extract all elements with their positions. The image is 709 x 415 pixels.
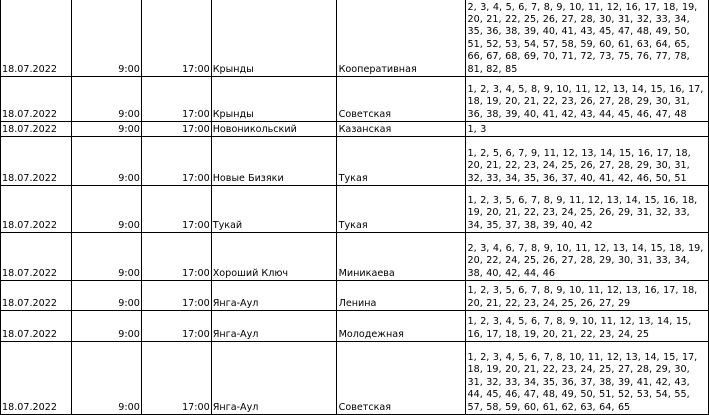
date-cell[interactable]: 18.07.2022 (1, 281, 72, 311)
locality-cell[interactable]: Янга-Аул (211, 281, 336, 311)
schedule-rows (1, 0, 709, 415)
end-time-cell[interactable]: 17:00 (141, 233, 211, 281)
locality-cell[interactable]: Янга-Аул (211, 311, 336, 342)
date-cell[interactable]: 18.07.2022 (1, 137, 72, 186)
date-cell[interactable]: 18.07.2022 (1, 77, 72, 122)
start-time-cell[interactable]: 9:00 (71, 311, 141, 342)
locality-cell[interactable]: Новоникольский (211, 122, 336, 137)
start-time-cell[interactable]: 9:00 (71, 233, 141, 281)
date-cell[interactable]: 18.07.2022 (1, 186, 72, 233)
start-time-cell[interactable]: 9:00 (71, 77, 141, 122)
end-time-cell[interactable]: 17:00 (141, 186, 211, 233)
street-cell[interactable]: Тукая (336, 137, 465, 186)
start-time-cell[interactable]: 9:00 (71, 0, 141, 77)
locality-cell[interactable]: Тукай (211, 186, 336, 233)
end-time-cell[interactable]: 17:00 (141, 311, 211, 342)
street-cell[interactable]: Молодежная (336, 311, 465, 342)
date-cell[interactable]: 18.07.2022 (1, 311, 72, 342)
start-time-cell[interactable]: 9:00 (71, 137, 141, 186)
table-row (1, 311, 709, 342)
table-row (1, 186, 709, 233)
start-time-cell[interactable]: 9:00 (71, 281, 141, 311)
table-row (1, 281, 709, 311)
locality-cell[interactable]: Хороший Ключ (211, 233, 336, 281)
street-cell[interactable]: Казанская (336, 122, 465, 137)
table-row (1, 77, 709, 122)
end-time-cell[interactable]: 17:00 (141, 77, 211, 122)
table-row (1, 137, 709, 186)
house-numbers-cell[interactable]: 1, 2, 3, 5, 6, 7, 8, 9, 11, 12, 13, 14, 15, 16, 18, 19, 20, 21, 22, 23, 24, 25, 26, 29, 31, 32, 33, 34, 35, 37, 38, 39, 40, 42 (465, 186, 709, 233)
date-cell[interactable]: 18.07.2022 (1, 0, 72, 77)
date-cell[interactable]: 18.07.2022 (1, 233, 72, 281)
street-cell[interactable]: Советская (336, 342, 465, 415)
start-time-cell[interactable]: 9:00 (71, 122, 141, 137)
table-row (1, 122, 709, 137)
house-numbers-cell[interactable]: 1, 2, 5, 6, 7, 9, 11, 12, 13, 14, 15, 16, 17, 18, 20, 21, 22, 23, 24, 25, 26, 27, 28, 29, 30, 31, 32, 33, 34, 35, 36, 37, 40, 41, 42, 46, 50, 51 (465, 137, 709, 186)
street-cell[interactable]: Миникаева (336, 233, 465, 281)
date-cell[interactable]: 18.07.2022 (1, 342, 72, 415)
locality-cell[interactable]: Янга-Аул (211, 342, 336, 415)
date-cell[interactable]: 18.07.2022 (1, 122, 72, 137)
house-numbers-cell[interactable]: 2, 3, 4, 5, 6, 7, 8, 9, 10, 11, 12, 16, 17, 18, 19, 20, 21, 22, 25, 26, 27, 28, 30, 31, 32, 33, 34, 35, 36, 38, 39, 40, 41, 43, 45, 47, 48, 49, 50, 51, 52, 53, 54, 57, 58, 59, 60, 61, 63, 64, 65, 66, 67, 68, 69, 70, 71, 72, 73, 75, 76, 77, 78, 81, 82, 85 (465, 0, 709, 77)
table-row (1, 233, 709, 281)
locality-cell[interactable]: Крынды (211, 0, 336, 77)
end-time-cell[interactable]: 17:00 (141, 0, 211, 77)
table-row (1, 342, 709, 415)
locality-cell[interactable]: Крынды (211, 77, 336, 122)
house-numbers-cell[interactable]: 1, 2, 3, 4, 5, 6, 7, 8, 9, 10, 11, 12, 13, 14, 15, 16, 17, 18, 19, 20, 21, 22, 23, 24, 25 (465, 311, 709, 342)
start-time-cell[interactable]: 9:00 (71, 186, 141, 233)
street-cell[interactable]: Ленина (336, 281, 465, 311)
end-time-cell[interactable]: 17:00 (141, 137, 211, 186)
end-time-cell[interactable]: 17:00 (141, 281, 211, 311)
house-numbers-cell[interactable]: 1, 2, 3, 5, 6, 7, 8, 9, 10, 11, 12, 13, 16, 17, 18, 20, 21, 22, 23, 24, 25, 26, 27, 29 (465, 281, 709, 311)
street-cell[interactable]: Советская (336, 77, 465, 122)
street-cell[interactable]: Тукая (336, 186, 465, 233)
house-numbers-cell[interactable]: 2, 3, 4, 6, 7, 8, 9, 10, 11, 12, 13, 14, 15, 18, 19, 20, 22, 24, 25, 26, 27, 28, 29, 30, 31, 33, 34, 38, 40, 42, 44, 46 (465, 233, 709, 281)
house-numbers-cell[interactable]: 1, 2, 3, 4, 5, 8, 9, 10, 11, 12, 13, 14, 15, 16, 17, 18, 19, 20, 21, 22, 23, 26, 27, 28, 29, 30, 31, 36, 38, 39, 40, 41, 42, 43, 44, 45, 46, 47, 48 (465, 77, 709, 122)
table-row (1, 0, 709, 77)
start-time-cell[interactable]: 9:00 (71, 342, 141, 415)
house-numbers-cell[interactable]: 1, 3 (465, 122, 709, 137)
house-numbers-cell[interactable]: 1, 2, 3, 4, 5, 6, 7, 8, 10, 11, 12, 13, 14, 15, 17, 18, 19, 20, 21, 22, 23, 24, 25, 27, 28, 29, 30, 31, 32, 33, 34, 35, 36, 37, 38, 39, 41, 42, 43, 44, 45, 46, 47, 48, 49, 50, 51, 52, 53, 54, 55, 57, 58, 59, 60, 61, 62, 63, 64, 65 (465, 342, 709, 415)
locality-cell[interactable]: Новые Бизяки (211, 137, 336, 186)
end-time-cell[interactable]: 17:00 (141, 342, 211, 415)
street-cell[interactable]: Кооперативная (336, 0, 465, 77)
end-time-cell[interactable]: 17:00 (141, 122, 211, 137)
